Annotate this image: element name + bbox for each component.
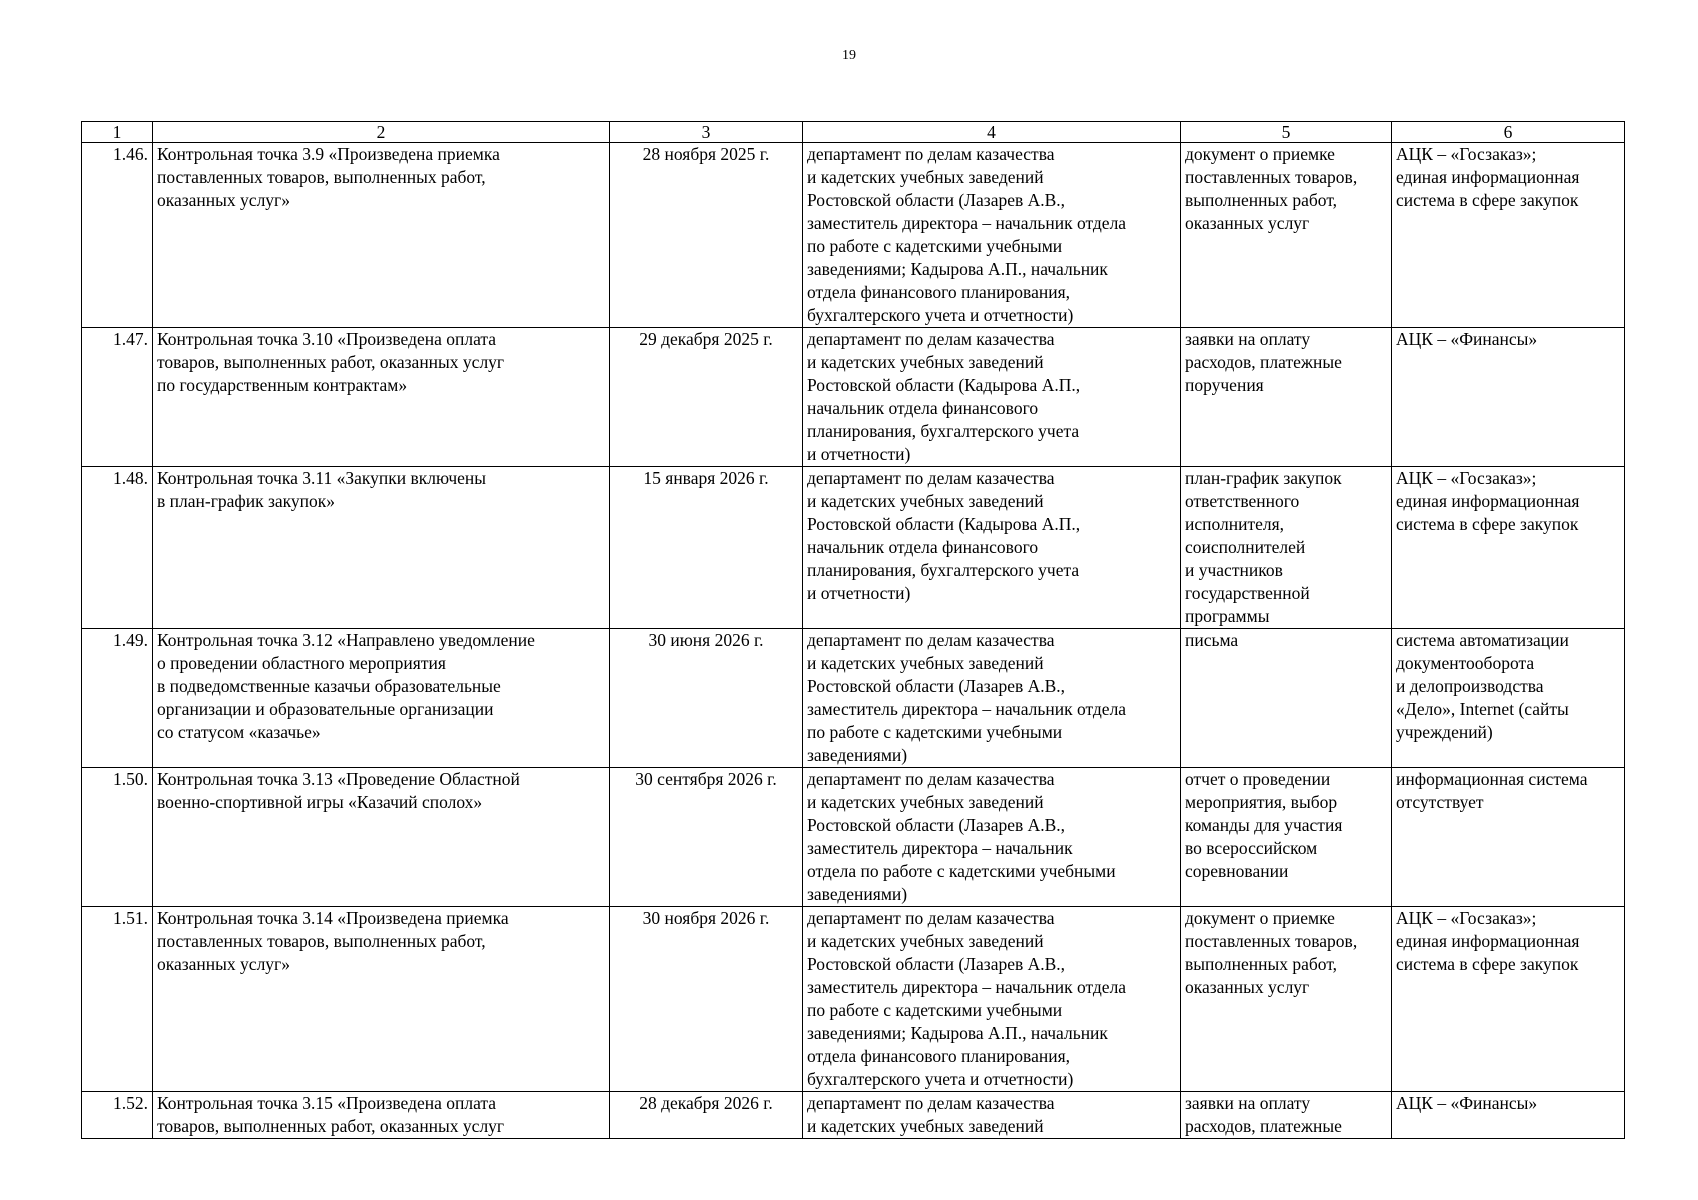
row-number: 1.46. — [82, 143, 153, 328]
confirming-document: письма — [1181, 629, 1392, 768]
header-col-4: 4 — [803, 122, 1181, 143]
row-number: 1.47. — [82, 328, 153, 467]
table-row — [82, 629, 1625, 768]
deadline-date: 29 декабря 2025 г. — [610, 328, 803, 467]
row-number: 1.52. — [82, 1092, 153, 1139]
header-col-3: 3 — [610, 122, 803, 143]
deadline-date: 28 ноября 2025 г. — [610, 143, 803, 328]
row-number: 1.49. — [82, 629, 153, 768]
table-row — [82, 768, 1625, 907]
confirming-document: заявки на оплату расходов, платежные — [1181, 1092, 1392, 1139]
control-point-name: Контрольная точка 3.13 «Проведение Областной военно-спортивной игры «Казачий сполох» — [153, 768, 610, 907]
row-number: 1.51. — [82, 907, 153, 1092]
deadline-date: 28 декабря 2026 г. — [610, 1092, 803, 1139]
responsible-executor: департамент по делам казачества и кадетских учебных заведений Ростовской области (Лазарев А.В., заместитель директора – начальник отдела по работе с кадетскими учебными заведениями; Кадырова А.П., начальник отдела финансового планирования, бухгалтерского учета и отчетности) — [803, 143, 1181, 328]
confirming-document: документ о приемке поставленных товаров, выполненных работ, оказанных услуг — [1181, 907, 1392, 1092]
table-row — [82, 143, 1625, 328]
table-row — [82, 1092, 1625, 1139]
confirming-document: заявки на оплату расходов, платежные поручения — [1181, 328, 1392, 467]
information-system: АЦК – «Госзаказ»; единая информационная система в сфере закупок — [1392, 907, 1625, 1092]
header-col-6: 6 — [1392, 122, 1625, 143]
confirming-document: план-график закупок ответственного исполнителя, соисполнителей и участников государственной программы — [1181, 467, 1392, 629]
header-col-1: 1 — [82, 122, 153, 143]
information-system: АЦК – «Финансы» — [1392, 1092, 1625, 1139]
table-header-row — [82, 122, 1625, 143]
responsible-executor: департамент по делам казачества и кадетских учебных заведений Ростовской области (Кадырова А.П., начальник отдела финансового планирования, бухгалтерского учета и отчетности) — [803, 467, 1181, 629]
table-row — [82, 467, 1625, 629]
header-col-5: 5 — [1181, 122, 1392, 143]
deadline-date: 30 июня 2026 г. — [610, 629, 803, 768]
information-system: АЦК – «Госзаказ»; единая информационная система в сфере закупок — [1392, 143, 1625, 328]
control-point-name: Контрольная точка 3.10 «Произведена оплата товаров, выполненных работ, оказанных услуг по государственным контрактам» — [153, 328, 610, 467]
confirming-document: документ о приемке поставленных товаров, выполненных работ, оказанных услуг — [1181, 143, 1392, 328]
information-system: АЦК – «Финансы» — [1392, 328, 1625, 467]
page-number: 19 — [842, 48, 856, 63]
responsible-executor: департамент по делам казачества и кадетских учебных заведений Ростовской области (Кадырова А.П., начальник отдела финансового планирования, бухгалтерского учета и отчетности) — [803, 328, 1181, 467]
control-points-table — [81, 121, 1625, 1139]
control-point-name: Контрольная точка 3.12 «Направлено уведомление о проведении областного мероприятия в подведомственные казачьи образовательные организации и образовательные организации со статусом «казачье» — [153, 629, 610, 768]
table-row — [82, 907, 1625, 1092]
control-point-name: Контрольная точка 3.15 «Произведена оплата товаров, выполненных работ, оказанных услуг — [153, 1092, 610, 1139]
information-system: система автоматизации документооборота и делопроизводства «Дело», Internet (сайты учреждений) — [1392, 629, 1625, 768]
table-row — [82, 328, 1625, 467]
deadline-date: 30 сентября 2026 г. — [610, 768, 803, 907]
responsible-executor: департамент по делам казачества и кадетских учебных заведений Ростовской области (Лазарев А.В., заместитель директора – начальник отдела по работе с кадетскими учебными заведениями) — [803, 629, 1181, 768]
confirming-document: отчет о проведении мероприятия, выбор команды для участия во всероссийском соревновании — [1181, 768, 1392, 907]
information-system: информационная система отсутствует — [1392, 768, 1625, 907]
responsible-executor: департамент по делам казачества и кадетских учебных заведений — [803, 1092, 1181, 1139]
deadline-date: 30 ноября 2026 г. — [610, 907, 803, 1092]
row-number: 1.50. — [82, 768, 153, 907]
responsible-executor: департамент по делам казачества и кадетских учебных заведений Ростовской области (Лазарев А.В., заместитель директора – начальник отдела по работе с кадетскими учебными заведениями) — [803, 768, 1181, 907]
information-system: АЦК – «Госзаказ»; единая информационная система в сфере закупок — [1392, 467, 1625, 629]
responsible-executor: департамент по делам казачества и кадетских учебных заведений Ростовской области (Лазарев А.В., заместитель директора – начальник отдела по работе с кадетскими учебными заведениями; Кадырова А.П., начальник отдела финансового планирования, бухгалтерского учета и отчетности) — [803, 907, 1181, 1092]
control-point-name: Контрольная точка 3.9 «Произведена приемка поставленных товаров, выполненных работ, оказанных услуг» — [153, 143, 610, 328]
control-point-name: Контрольная точка 3.14 «Произведена приемка поставленных товаров, выполненных работ, оказанных услуг» — [153, 907, 610, 1092]
deadline-date: 15 января 2026 г. — [610, 467, 803, 629]
header-col-2: 2 — [153, 122, 610, 143]
row-number: 1.48. — [82, 467, 153, 629]
control-point-name: Контрольная точка 3.11 «Закупки включены в план-график закупок» — [153, 467, 610, 629]
